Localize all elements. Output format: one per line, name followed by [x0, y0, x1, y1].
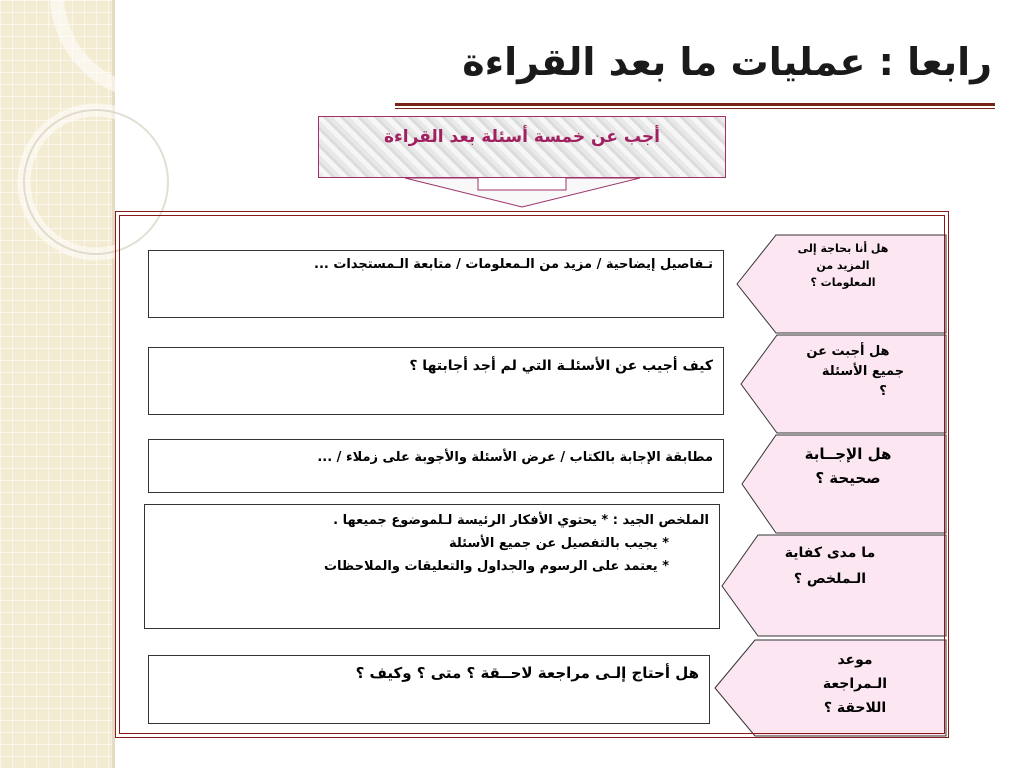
- answer-4-line-1: الملخص الجيد : * يحتوي الأفكار الرئيسة لـلموضوع جميعها .: [333, 513, 709, 528]
- question-2-line-1: هل أجبت عن: [806, 344, 890, 359]
- question-3-line-2: صحيحة ؟: [815, 469, 881, 487]
- question-text-1: [768, 240, 918, 291]
- answer-box-4: [144, 504, 720, 629]
- question-2-line-2: جميع الأسئلة: [821, 364, 905, 379]
- answer-4-line-3: * يعتمد على الرسوم والجداول والتعليقات والملاحظات: [323, 559, 669, 574]
- instruction-text: أجب عن خمسة أسئلة بعد القراءة: [384, 127, 660, 147]
- answer-text-1: تـفاصيل إيضاحية / مزيد من الـمعلومات / متابعة الـمستجدات ...: [314, 257, 713, 272]
- answer-text-4: [324, 509, 709, 578]
- question-2-line-3: ؟: [879, 384, 887, 399]
- title-underline: [395, 103, 995, 106]
- answer-box-1: [148, 250, 724, 318]
- question-4-line-2: الـملخص ؟: [793, 571, 867, 587]
- question-3-line-1: هل الإجــابة: [804, 445, 892, 463]
- question-text-4: [750, 540, 910, 592]
- question-4-line-1: ما مدى كفاية: [784, 545, 876, 561]
- question-text-2: [768, 342, 928, 402]
- decor-ring-1: [57, 0, 253, 93]
- answer-text-2: كيف أجيب عن الأسئلـة التي لم أجد أجابتها ؟: [409, 358, 713, 374]
- question-text-3: [768, 442, 928, 490]
- title-underline-thin: [395, 108, 995, 109]
- question-5-line-3: اللاحقة ؟: [823, 700, 887, 716]
- instruction-callout: [318, 116, 726, 178]
- page-title: رابعا : عمليات ما بعد القراءة: [462, 40, 992, 84]
- down-arrow: [405, 178, 640, 207]
- answer-box-3: [148, 439, 724, 493]
- question-5-line-1: موعد: [837, 652, 873, 668]
- answer-text-3: مطابقة الإجابة بالكتاب / عرض الأسئلة والأجوبة على زملاء / ...: [317, 450, 713, 465]
- answer-text-5: هل أحتاج إلـى مراجعة لاحــقة ؟ متى ؟ وكيف ؟: [355, 664, 699, 682]
- question-5-line-2: الـمراجعة: [822, 676, 888, 692]
- answer-box-2: [148, 347, 724, 415]
- question-1-line-3: المعلومات ؟: [810, 276, 876, 289]
- answer-4-line-2: * يجيب بالتفصيل عن جميع الأسئلة: [448, 536, 669, 551]
- answer-box-5: [148, 655, 710, 724]
- question-text-5: [780, 648, 930, 720]
- question-1-line-1: هل أنا بحاجة إلى: [797, 242, 889, 255]
- question-1-line-2: المزيد من: [816, 259, 870, 272]
